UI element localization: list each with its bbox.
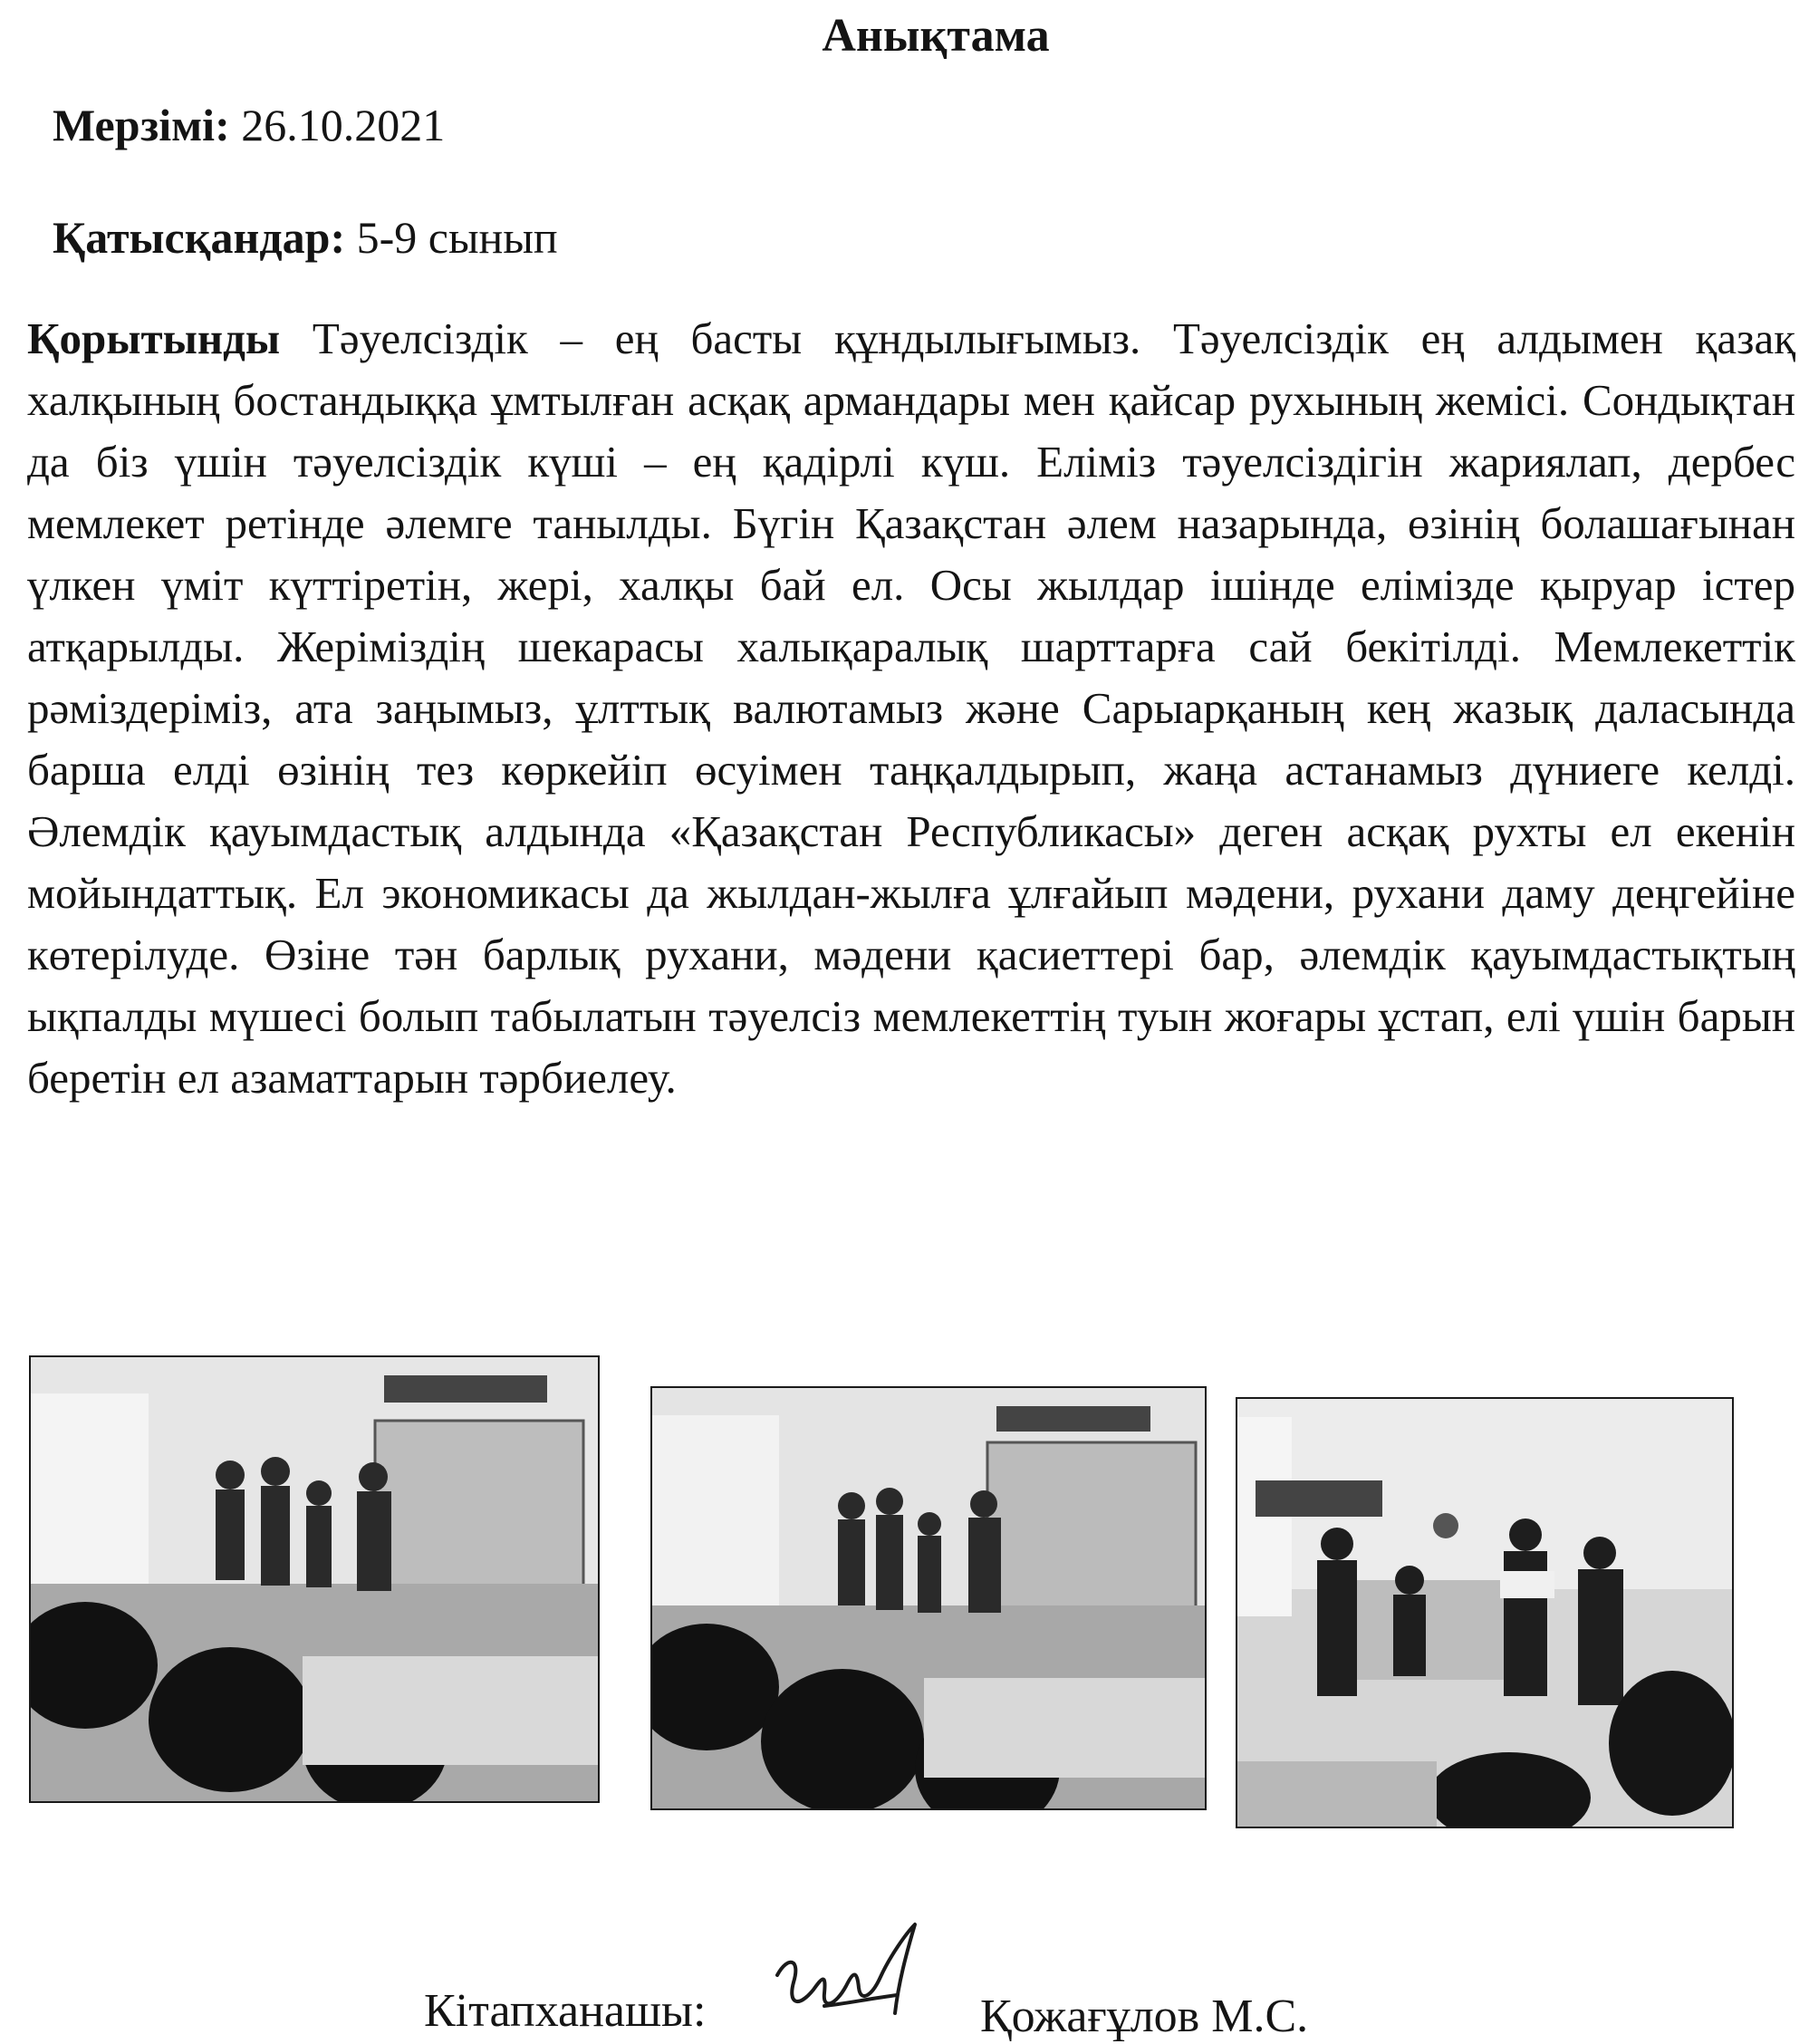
date-value: 26.10.2021 — [241, 100, 446, 150]
document-title: Анықтама — [822, 10, 1050, 62]
classroom-photo-1 — [29, 1355, 600, 1803]
librarian-name: Қожағұлов М.С. — [980, 1991, 1309, 2042]
conclusion-paragraph — [27, 308, 1795, 1109]
date-label: Мерзімі: — [53, 100, 230, 150]
classroom-photo-3 — [1236, 1397, 1734, 1828]
librarian-label: Кітапханашы: — [424, 1985, 707, 2037]
participants-value: 5-9 сынып — [356, 212, 558, 263]
participants-field — [53, 210, 558, 265]
conclusion-label: Қорытынды — [27, 313, 281, 363]
conclusion-text: Тәуелсіздік – ең басты құндылығымыз. Тәуелсіздік ең алдымен қазақ халқының бостандыққа ұмтылған асқақ армандары мен қайсар рухының жемісі. Сондықтан да біз үшін тәуелсіздік күші – ең қадірлі күш. Еліміз тәуелсіздігін жариялап, дербес мемлекет ретінде әлемге танылды. Бүгін Қазақстан әлем назарында, өзінің болашағынан үлкен үміт күттіретін, жері, халқы бай ел. Осы жылдар ішінде елімізде қыруар істер атқарылды. Жеріміздің шекарасы халықаралық шарттарға сай бекітілді. Мемлекеттік рәміздеріміз, ата заңымыз, ұлттық валютамыз және Сарыарқаның кең жазық даласында барша елді өзінің тез көркейіп өсуімен таңқалдырып, жаңа астанамыз дүниеге келді. Әлемдік қауымдастық алдында «Қазақстан Республикасы» деген асқақ рухты ел екенін мойындаттық. Ел экономикасы да жылдан-жылға ұлғайып мәдени, рухани даму деңгейіне көтерілуде. Өзіне тән барлық рухани, мәдени қасиеттері бар, әлемдік қауымдастықтың ықпалды мүшесі болып табылатын тәуелсіз мемлекеттің туын жоғары ұстап, елі үшін барын беретін ел азаматтарын тәрбиелеу. — [27, 313, 1796, 1103]
date-field — [53, 98, 445, 152]
signature-icon — [770, 1919, 933, 2028]
participants-label: Қатысқандар: — [53, 212, 346, 263]
classroom-photo-2 — [650, 1386, 1207, 1810]
